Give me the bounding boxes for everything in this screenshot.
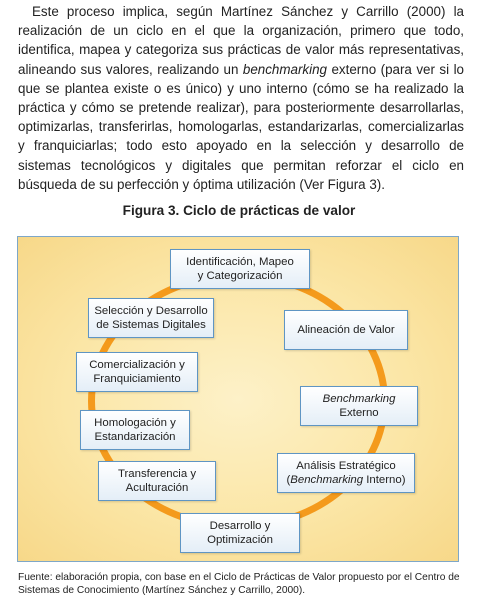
value-practices-cycle-diagram — [17, 236, 459, 562]
box-homologacion-line1: Homologación y — [94, 416, 176, 429]
box-transferencia-line2: Aculturación — [125, 482, 189, 494]
box-identificacion-line1: Identificación, Mapeo — [186, 255, 294, 268]
box-comercializacion-line1: Comercialización y — [89, 358, 185, 371]
box-homologacion — [80, 410, 190, 450]
figure-source-caption: Fuente: elaboración propia, con base en el Ciclo de Prácticas de Valor propuesto por el Centro de Sistemas de Conocimiento (Martínez Sánchez y Carrillo, 2000). — [18, 572, 460, 596]
box-transferencia — [98, 461, 216, 501]
figure-title: Figura 3. Ciclo de prácticas de valor — [122, 203, 356, 218]
box-alineacion — [284, 310, 408, 350]
paragraph-emphasis-benchmarking: benchmarking — [242, 61, 327, 77]
box-analisis-benchmarking: Benchmarking — [290, 474, 364, 486]
box-benchmarking-externo-line2: Externo — [339, 407, 379, 419]
box-analisis-rest: Interno) — [363, 474, 406, 486]
box-seleccion — [88, 298, 214, 338]
box-identificacion-line2: y Categorización — [197, 270, 283, 282]
box-analisis-open-paren: ( — [286, 474, 291, 486]
box-desarrollo-line2: Optimización — [207, 534, 273, 546]
box-comercializacion-line2: Franquiciamiento — [93, 373, 181, 385]
box-seleccion-line1: Selección y Desarrollo — [94, 304, 208, 317]
box-analisis-line2 — [286, 473, 405, 488]
box-comercializacion — [76, 352, 198, 392]
box-analisis-estrategico — [277, 453, 415, 493]
paragraph-text-1: Este proceso implica, según Martínez Sánchez y Carrillo (2000) la realización de un ciclo en el que la organización, primero que todo, identifica, mapea y categoriza sus prácticas de valor más representativas, alineando sus valores, realizando un — [18, 4, 464, 77]
box-benchmarking-externo-line1: Benchmarking — [322, 392, 396, 405]
box-benchmarking-externo — [300, 386, 418, 426]
box-seleccion-line2: de Sistemas Digitales — [96, 319, 206, 331]
box-homologacion-line2: Estandarización — [94, 431, 176, 443]
box-alineacion-line1: Alineación de Valor — [297, 323, 395, 336]
body-paragraph — [18, 2, 464, 194]
box-desarrollo-line1: Desarrollo y — [209, 519, 271, 532]
box-transferencia-line1: Transferencia y — [117, 467, 197, 480]
paragraph-text-2: externo (para ver si lo que se plantea existe o es único) y uno interno (cómo se ha realizado la práctica y cómo se pretende realizar), para posteriormente desarrollarlas, optimizarlas, transferirlas, homologarlas, estandarizarlas, comercializarlas y franquiciarlas; todo esto apoyado en la selección y desarrollo de sistemas tecnológicos y digitales que permitan reforzar el ciclo en búsqueda de su perfección y óptima utilización (Ver Figura 3). — [18, 61, 464, 192]
box-identificacion — [170, 249, 310, 289]
box-desarrollo — [180, 513, 300, 553]
box-analisis-line1: Análisis Estratégico — [296, 459, 396, 472]
